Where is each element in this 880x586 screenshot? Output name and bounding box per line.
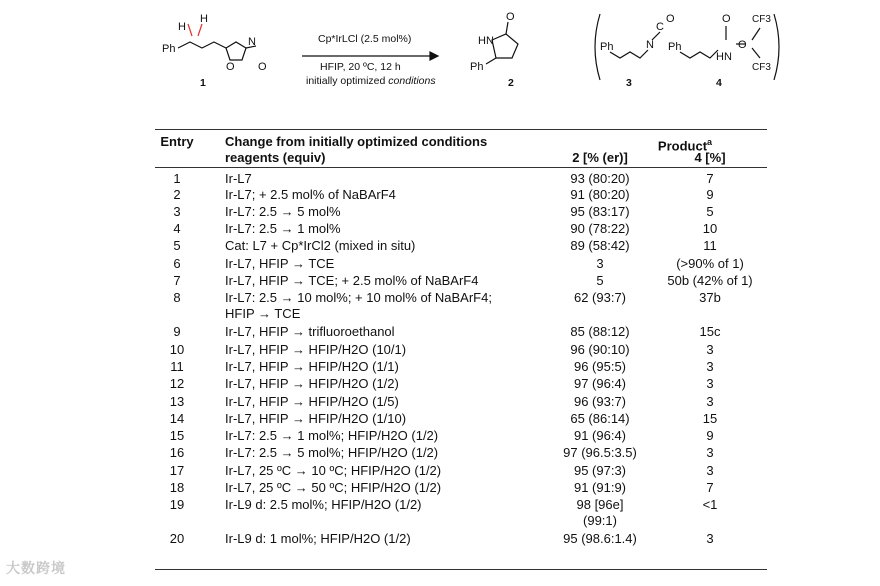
cell-entry: 12 <box>169 376 185 391</box>
cell-p4: 37b <box>699 290 721 305</box>
cell-p2: 62 (93:7) <box>573 290 627 305</box>
atom-o-4b: O <box>738 39 747 51</box>
watermark-logo: 大数跨境 <box>6 560 66 576</box>
cell-p2: 96 (95:5) <box>573 359 627 374</box>
cell-entry: 17 <box>169 463 185 478</box>
table-row <box>155 203 767 221</box>
atom-h-1: H <box>178 21 186 33</box>
cf3-bottom: CF3 <box>752 62 771 73</box>
cell-p4: (>90% of 1) <box>676 256 744 271</box>
cell-change: Cat: L7 + Cp*IrCl2 (mixed in situ) <box>225 238 416 253</box>
cell-change: Ir-L9 d: 1 mol%; HFIP/H2O (1/2) <box>225 531 411 546</box>
cell-p4: 15c <box>699 324 721 339</box>
header-col4: 4 [%] <box>694 150 726 165</box>
cell-p4: 9 <box>706 428 714 443</box>
table-row <box>155 272 767 290</box>
table-header-rule <box>155 167 767 168</box>
atom-c-3: C <box>656 21 664 33</box>
table-row <box>155 444 767 462</box>
cell-p4: 3 <box>706 463 714 478</box>
cell-entry: 8 <box>173 290 181 305</box>
cell-p4: 5 <box>706 204 714 219</box>
cell-change: Ir-L7, HFIP → TCE; + 2.5 mol% of NaBArF4 <box>225 273 479 288</box>
cell-p2: 97 (96.5:3.5) <box>563 445 637 460</box>
table-top-rule <box>155 129 767 130</box>
compound-label-2: 2 <box>508 77 514 89</box>
table-row <box>155 427 767 445</box>
cell-change: Ir-L7: 2.5 → 1 mol% <box>225 221 341 236</box>
header-entry: Entry <box>160 134 194 149</box>
cell-entry: 14 <box>169 411 185 426</box>
table-row <box>155 358 767 376</box>
cell-change: Ir-L7, 25 ºC → 10 ºC; HFIP/H2O (1/2) <box>225 463 442 478</box>
table-bottom-rule <box>155 569 767 570</box>
cell-change: Ir-L7; + 2.5 mol% of NaBArF4 <box>225 187 396 202</box>
cell-p4: 50b (42% of 1) <box>667 273 753 288</box>
cell-p2: 90 (78:22) <box>570 221 630 236</box>
header-change: Change from initially optimized conditions <box>225 134 488 149</box>
cell-change: Ir-L7 <box>225 171 252 186</box>
cell-change: Ir-L7, HFIP → HFIP/H2O (10/1) <box>225 342 407 357</box>
atom-ph-3: Ph <box>600 41 614 53</box>
cell-p2: 95 (97:3) <box>573 463 627 478</box>
cell-change: Ir-L7, HFIP → TCE <box>225 256 335 271</box>
table-row <box>155 186 767 204</box>
cell-p2: 96 (90:10) <box>570 342 630 357</box>
header-reagents: reagents (equiv) <box>225 150 326 165</box>
cell-p2: 5 <box>596 273 604 288</box>
reaction-scheme <box>0 0 880 110</box>
compound-label-4: 4 <box>716 77 722 89</box>
atom-hn-lactam: HN <box>478 35 494 47</box>
conditions-line2: initially optimized conditions <box>306 75 436 87</box>
cell-p4: 3 <box>706 376 714 391</box>
atom-h-2: H <box>200 13 208 25</box>
cell-p4: 10 <box>702 221 718 236</box>
table-row <box>155 393 767 411</box>
conditions-line1: HFIP, 20 ºC, 12 h <box>320 61 401 73</box>
cell-p2: 95 (83:17) <box>570 204 630 219</box>
cell-p2: 91 (80:20) <box>570 187 630 202</box>
cell-p4: 3 <box>706 359 714 374</box>
cell-p2: 93 (80:20) <box>570 171 630 186</box>
cell-change2: HFIP → TCE <box>225 306 301 321</box>
table-row <box>155 530 767 548</box>
atom-n-3: N <box>646 39 654 51</box>
cell-p4: <1 <box>702 497 718 512</box>
cell-entry: 18 <box>169 480 185 495</box>
atom-o-carbonyl: O <box>258 61 267 73</box>
cell-change: Ir-L9 d: 2.5 mol%; HFIP/H2O (1/2) <box>225 497 422 512</box>
cell-change: Ir-L7, 25 ºC → 50 ºC; HFIP/H2O (1/2) <box>225 480 442 495</box>
cell-entry: 20 <box>169 531 185 546</box>
cell-change: Ir-L7: 2.5 → 5 mol% <box>225 204 341 219</box>
atom-o-lactam: O <box>506 11 515 23</box>
cell-entry: 13 <box>169 394 185 409</box>
table-row <box>155 341 767 359</box>
atom-ph-2: Ph <box>470 61 484 73</box>
cell-entry: 9 <box>173 324 181 339</box>
cell-change: Ir-L7, HFIP → trifluoroethanol <box>225 324 395 339</box>
cell-p4: 7 <box>706 480 714 495</box>
cell-entry: 7 <box>173 273 181 288</box>
header-product: Product$^a$ <box>657 137 713 154</box>
cell-p2: 98 [96e] <box>576 497 624 512</box>
cell-change: Ir-L7, HFIP → HFIP/H2O (1/1) <box>225 359 399 374</box>
cell-p4: 3 <box>706 445 714 460</box>
cf3-top: CF3 <box>752 14 771 25</box>
atom-hn-4: HN <box>716 51 732 63</box>
cell-p2: 91 (91:9) <box>573 480 627 495</box>
cell-p2: 96 (93:7) <box>573 394 627 409</box>
cell-entry: 16 <box>169 445 185 460</box>
compound-label-3: 3 <box>626 77 632 89</box>
cell-entry: 3 <box>173 204 181 219</box>
cell-p2: 65 (86:14) <box>570 411 630 426</box>
cell-p4: 9 <box>706 187 714 202</box>
cell-p2: 91 (96:4) <box>573 428 627 443</box>
cell-entry: 2 <box>173 187 181 202</box>
table-row <box>155 255 767 273</box>
atom-n-1: N <box>248 36 256 48</box>
cell-entry: 6 <box>173 256 181 271</box>
table-row <box>155 479 767 497</box>
cell-change: Ir-L7: 2.5 → 10 mol%; + 10 mol% of NaBArF4; <box>225 290 492 305</box>
table-row <box>155 237 767 255</box>
cell-p2: 3 <box>596 256 604 271</box>
table-row-continuation <box>155 512 767 530</box>
atom-ph-4: Ph <box>668 41 682 53</box>
cell-p2: 95 (98.6:1.4) <box>563 531 637 546</box>
compound-label-1: 1 <box>200 77 206 89</box>
table-row <box>155 462 767 480</box>
cell-entry: 1 <box>173 171 181 186</box>
table-row <box>155 375 767 393</box>
table-row <box>155 220 767 238</box>
header-col2: 2 [% (er)] <box>572 150 628 165</box>
cell-p4: 7 <box>706 171 714 186</box>
cell-p2: 85 (88:12) <box>570 324 630 339</box>
atom-o-3: O <box>666 13 675 25</box>
atom-ph-1: Ph <box>162 43 176 55</box>
cell-change: Ir-L7, HFIP → HFIP/H2O (1/5) <box>225 394 399 409</box>
atom-o-4a: O <box>722 13 731 25</box>
cell-entry: 10 <box>169 342 185 357</box>
cell-p4: 3 <box>706 531 714 546</box>
cell-p4: 15 <box>702 411 718 426</box>
cell-p2b: (99:1) <box>583 513 617 528</box>
cell-entry: 11 <box>170 359 184 374</box>
cell-p2: 97 (96:4) <box>573 376 627 391</box>
reagent-label: Cp*IrLCl (2.5 mol%) <box>318 33 412 45</box>
cell-entry: 4 <box>173 221 181 236</box>
cell-change: Ir-L7, HFIP → HFIP/H2O (1/2) <box>225 376 399 391</box>
cell-p4: 11 <box>703 238 717 253</box>
cell-p4: 3 <box>706 342 714 357</box>
cell-entry: 5 <box>173 238 181 253</box>
cell-p2: 89 (58:42) <box>570 238 630 253</box>
cell-change: Ir-L7, HFIP → HFIP/H2O (1/10) <box>225 411 407 426</box>
cell-entry: 19 <box>169 497 185 512</box>
cell-change: Ir-L7: 2.5 → 5 mol%; HFIP/H2O (1/2) <box>225 445 439 460</box>
cell-p4: 3 <box>706 394 714 409</box>
atom-o-ring: O <box>226 61 235 73</box>
table-row <box>155 410 767 428</box>
cell-change: Ir-L7: 2.5 → 1 mol%; HFIP/H2O (1/2) <box>225 428 439 443</box>
table-row-continuation <box>155 305 767 323</box>
table-row <box>155 323 767 341</box>
table-header-row2 <box>155 149 767 167</box>
cell-entry: 15 <box>169 428 185 443</box>
